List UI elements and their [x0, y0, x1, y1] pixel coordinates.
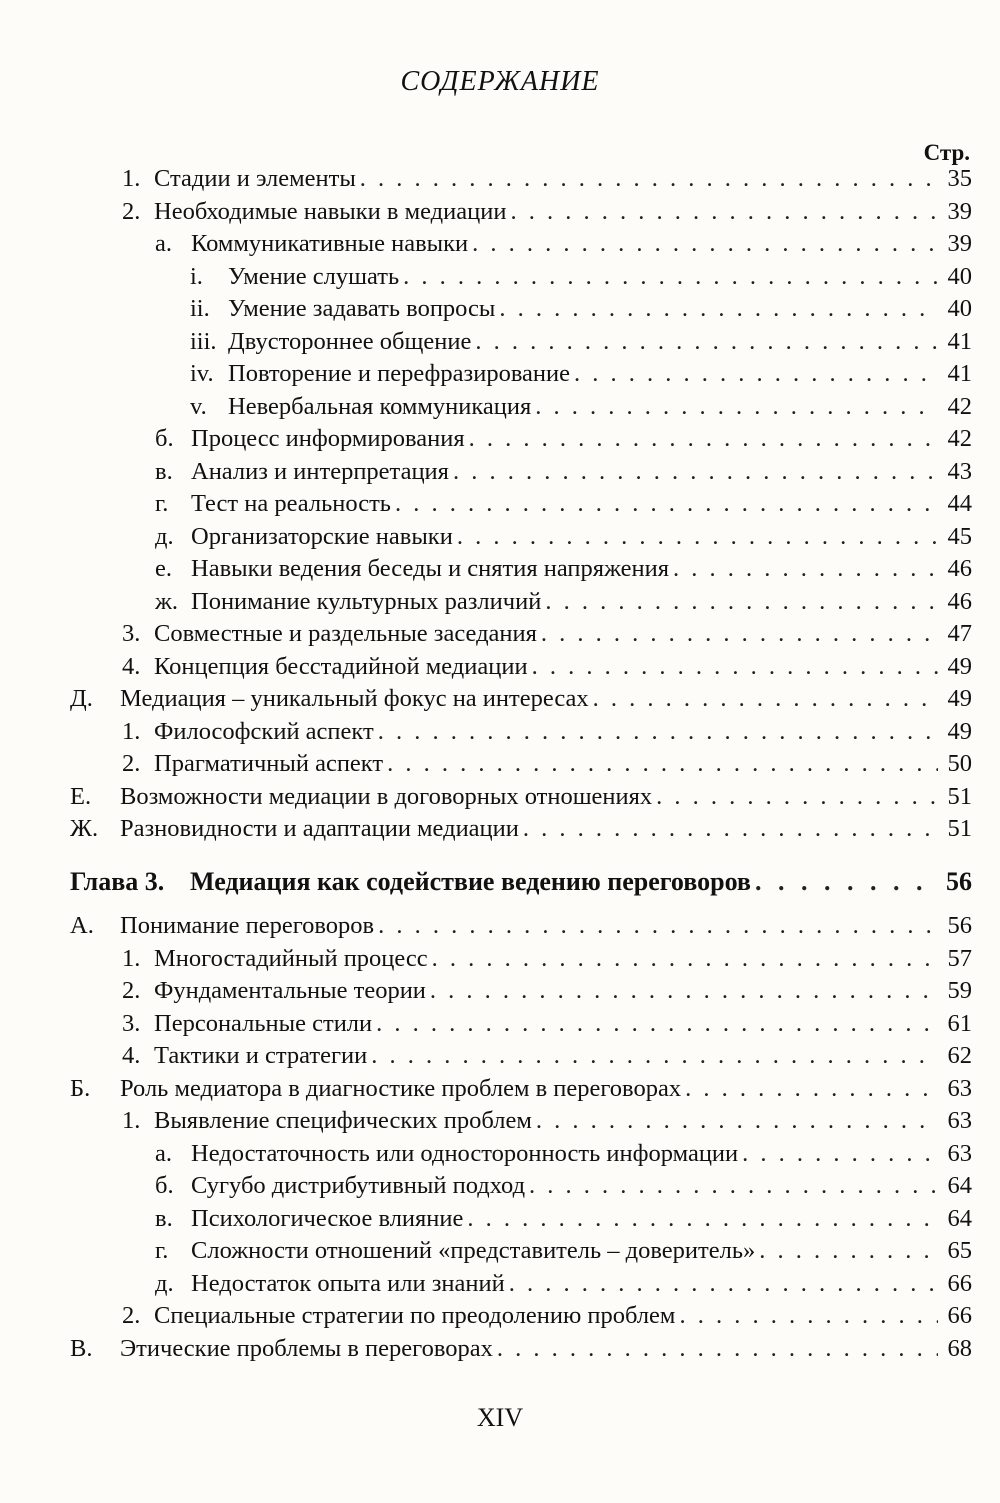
dot-leader [536, 1107, 938, 1135]
toc-entry-title: Прагматичный аспект [154, 750, 384, 777]
toc-entry [0, 912, 972, 945]
dot-leader [360, 165, 938, 193]
toc-entry-marker: 1. [122, 717, 141, 745]
toc-entry [0, 555, 972, 588]
toc-entry-title: Невербальная коммуникация [228, 392, 532, 420]
dot-leader [509, 1270, 938, 1298]
toc-entry-title: Сугубо дистрибутивный подход [191, 1172, 526, 1199]
toc-entry-marker: 3. [122, 620, 141, 647]
toc-entry [0, 328, 972, 361]
toc-entry-marker: ii. [190, 295, 210, 322]
toc-entry-marker: Б. [70, 1074, 91, 1102]
toc-entry-title: Недостаточность или односторонность информации [191, 1139, 739, 1167]
toc-entry [0, 263, 972, 296]
dot-leader [469, 425, 938, 453]
toc-entry [0, 425, 972, 458]
toc-chapter-entry [0, 867, 972, 900]
toc-entry-marker: в. [155, 457, 173, 485]
toc-entry-title: Персональные стили [154, 1009, 373, 1037]
toc-entry-marker: 2. [122, 1302, 141, 1329]
toc-entry-title: Психологическое влияние [191, 1204, 464, 1232]
dot-leader [378, 718, 938, 746]
page-column-label: Стр. [923, 140, 970, 165]
toc-entry-title: Необходимые навыки в медиации [154, 197, 507, 225]
toc-entry-title: Стадии и элементы [154, 165, 356, 192]
dot-leader [532, 653, 938, 681]
toc-entry-title: Медиация как содействие ведению переговоров [190, 867, 751, 896]
toc-entry [0, 165, 972, 198]
dot-leader [403, 263, 938, 291]
toc-entry-title: Медиация – уникальный фокус на интересах [120, 685, 589, 712]
toc-entry-page: 51 [947, 815, 972, 842]
toc-entry-page: 45 [947, 522, 972, 550]
dot-leader [376, 1010, 938, 1038]
dot-leader [499, 295, 938, 323]
toc-entry-marker: а. [155, 230, 172, 257]
dot-leader [387, 750, 938, 778]
toc-entry-marker: 3. [122, 1009, 141, 1037]
toc-entry-page: 49 [947, 652, 972, 680]
dot-leader [457, 523, 938, 551]
toc-entry-title: Понимание переговоров [120, 912, 375, 939]
running-head: СОДЕРЖАНИЕ [400, 66, 600, 97]
toc-entry [0, 945, 972, 978]
dot-leader [371, 1042, 938, 1070]
toc-entry [0, 783, 972, 816]
toc-entry-page: 63 [947, 1107, 972, 1134]
toc-entry-page: 41 [947, 327, 972, 355]
toc-entry-page: 50 [947, 750, 972, 777]
toc-entry-marker: Д. [70, 685, 93, 712]
toc-entry-title: Двустороннее общение [228, 327, 472, 355]
toc-entry-page: 68 [947, 1334, 972, 1362]
toc-entry [0, 523, 972, 556]
toc-entry-title: Специальные стратегии по преодолению проблем [154, 1302, 676, 1329]
toc-entry-page: 57 [947, 944, 972, 972]
toc-entry [0, 1172, 972, 1205]
toc-entry-title: Разновидности и адаптации медиации [120, 815, 519, 842]
toc-entry [0, 1205, 972, 1238]
toc-entry-title: Концепция бесстадийной медиации [154, 652, 528, 680]
toc-entry [0, 1302, 972, 1335]
dot-leader [523, 815, 938, 843]
toc-entry-marker: А. [70, 912, 94, 939]
toc-entry-marker: В. [70, 1334, 93, 1362]
toc-entry [0, 198, 972, 231]
toc-entry-marker: 4. [122, 652, 141, 680]
toc-entry-title: Роль медиатора в диагностике проблем в переговорах [120, 1074, 682, 1102]
toc-entry-page: 63 [947, 1074, 972, 1102]
toc-entry [0, 1140, 972, 1173]
toc-entry [0, 1075, 972, 1108]
toc-entry-title: Философский аспект [154, 717, 374, 745]
toc-entry-page: 61 [947, 1009, 972, 1037]
toc-entry [0, 718, 972, 751]
toc-entry-title: Выявление специфических проблем [154, 1107, 532, 1134]
toc-entry [0, 815, 972, 848]
toc-entry-page: 64 [947, 1204, 972, 1232]
dot-leader [673, 555, 938, 583]
dot-leader [541, 620, 938, 648]
toc-entry [0, 230, 972, 263]
dot-leader [453, 458, 938, 486]
toc-entry [0, 360, 972, 393]
toc-entry-title: Сложности отношений «представитель – доверитель» [191, 1237, 756, 1264]
toc-entry [0, 295, 972, 328]
toc-entry-marker: 4. [122, 1042, 141, 1069]
toc-entry-marker: б. [155, 425, 174, 452]
toc-entry [0, 490, 972, 523]
toc-entry-title: Умение слушать [228, 262, 400, 290]
dot-leader [395, 490, 938, 518]
toc-entry-title: Совместные и раздельные заседания [154, 620, 537, 647]
dot-leader [497, 1335, 938, 1363]
toc-entry-marker: iv. [190, 360, 214, 387]
toc-entry-marker: б. [155, 1172, 174, 1199]
dot-leader [759, 1237, 938, 1265]
toc-entry-page: 62 [947, 1042, 972, 1069]
toc-entry-title: Повторение и перефразирование [228, 360, 571, 387]
toc-entry [0, 977, 972, 1010]
dot-leader [685, 1075, 938, 1103]
toc-entry-page: 47 [947, 620, 972, 647]
dot-leader [593, 685, 938, 713]
toc-entry-title: Этические проблемы в переговорах [120, 1334, 493, 1362]
toc-entry-title: Организаторские навыки [191, 522, 453, 550]
toc-entry-title: Навыки ведения беседы и снятия напряжения [191, 555, 670, 582]
toc-entry [0, 588, 972, 621]
toc-entry-title: Тактики и стратегии [154, 1042, 368, 1069]
dot-leader [472, 230, 938, 258]
toc-entry [0, 750, 972, 783]
toc-entry [0, 685, 972, 718]
toc-entry-title: Умение задавать вопросы [228, 295, 496, 322]
toc-entry [0, 653, 972, 686]
toc-entry [0, 1010, 972, 1043]
toc-entry-page: 46 [947, 587, 972, 615]
dot-leader [467, 1205, 938, 1233]
toc-entry [0, 393, 972, 426]
toc-entry [0, 1270, 972, 1303]
dot-leader [656, 783, 938, 811]
toc-entry-page: 66 [947, 1302, 972, 1329]
toc-entry-marker: а. [155, 1139, 172, 1167]
toc-entry-page: 46 [947, 555, 972, 582]
toc-entry-marker: Глава 3. [70, 867, 165, 896]
dot-leader [742, 1140, 938, 1168]
toc-entry [0, 1335, 972, 1368]
toc-entry-page: 39 [947, 197, 972, 225]
toc-entry-page: 43 [947, 457, 972, 485]
toc-entry-page: 56 [946, 867, 972, 896]
toc-entry-page: 49 [947, 685, 972, 712]
toc-entry-marker: 2. [122, 750, 141, 777]
toc-entry-page: 49 [947, 717, 972, 745]
toc-entry-title: Тест на реальность [191, 490, 391, 517]
toc-entry-page: 40 [947, 295, 972, 322]
toc-entry-marker: в. [155, 1204, 173, 1232]
toc-entry-marker: е. [155, 555, 172, 582]
toc-entry-title: Недостаток опыта или знаний [191, 1269, 505, 1297]
dot-leader [378, 912, 938, 940]
toc-entry-marker: Ж. [70, 815, 99, 842]
toc-entry-page: 66 [947, 1269, 972, 1297]
toc-entry-title: Возможности медиации в договорных отношениях [120, 782, 653, 810]
toc-entry-page: 44 [947, 490, 972, 517]
toc-entry-page: 59 [947, 977, 972, 1004]
toc-entry [0, 458, 972, 491]
toc-entry-title: Анализ и интерпретация [191, 457, 449, 485]
toc-entry-page: 40 [947, 262, 972, 290]
toc-entry-marker: д. [155, 522, 174, 550]
toc-entry-page: 64 [947, 1172, 972, 1199]
toc-entry-title: Понимание культурных различий [191, 587, 542, 615]
toc-entry-page: 39 [947, 230, 972, 257]
toc-entry-page: 35 [947, 165, 972, 192]
toc-entry-marker: 2. [122, 197, 141, 225]
dot-leader [432, 945, 938, 973]
toc-entry-page: 42 [947, 425, 972, 452]
toc-entry-marker: i. [190, 262, 203, 290]
toc-entry-page: 42 [947, 392, 972, 420]
dot-leader [755, 867, 938, 897]
toc-entry-marker: г. [155, 490, 169, 517]
dot-leader [510, 198, 938, 226]
toc-entry [0, 1042, 972, 1075]
dot-leader [475, 328, 938, 356]
toc-entry [0, 620, 972, 653]
toc-entry-marker: ж. [155, 587, 179, 615]
toc-entry-page: 41 [947, 360, 972, 387]
toc-entry-marker: 1. [122, 1107, 141, 1134]
toc-entry-page: 65 [947, 1237, 972, 1264]
dot-leader [529, 1172, 938, 1200]
toc-entry-title: Процесс информирования [191, 425, 465, 452]
toc-entry-marker: iii. [190, 327, 217, 355]
toc-entry-page: 56 [947, 912, 972, 939]
toc-entry-marker: 2. [122, 977, 141, 1004]
page-number: XIV [476, 1403, 524, 1432]
toc-entry-marker: д. [155, 1269, 174, 1297]
toc-entry-title: Коммуникативные навыки [191, 230, 469, 257]
toc-entry-title: Фундаментальные теории [154, 977, 426, 1004]
dot-leader [545, 588, 938, 616]
toc-entry-marker: г. [155, 1237, 169, 1264]
toc-entry-title: Многостадийный процесс [154, 944, 428, 972]
dot-leader [574, 360, 938, 388]
toc-entry-page: 51 [947, 782, 972, 810]
toc-entry-marker: 1. [122, 944, 141, 972]
toc-entry [0, 1107, 972, 1140]
dot-leader [535, 393, 938, 421]
dot-leader [679, 1302, 938, 1330]
toc-entry [0, 1237, 972, 1270]
toc-entry-marker: Е. [70, 782, 92, 810]
toc-entry-page: 63 [947, 1139, 972, 1167]
toc-entry-marker: 1. [122, 165, 141, 192]
toc-entry-marker: v. [190, 392, 207, 420]
dot-leader [430, 977, 938, 1005]
